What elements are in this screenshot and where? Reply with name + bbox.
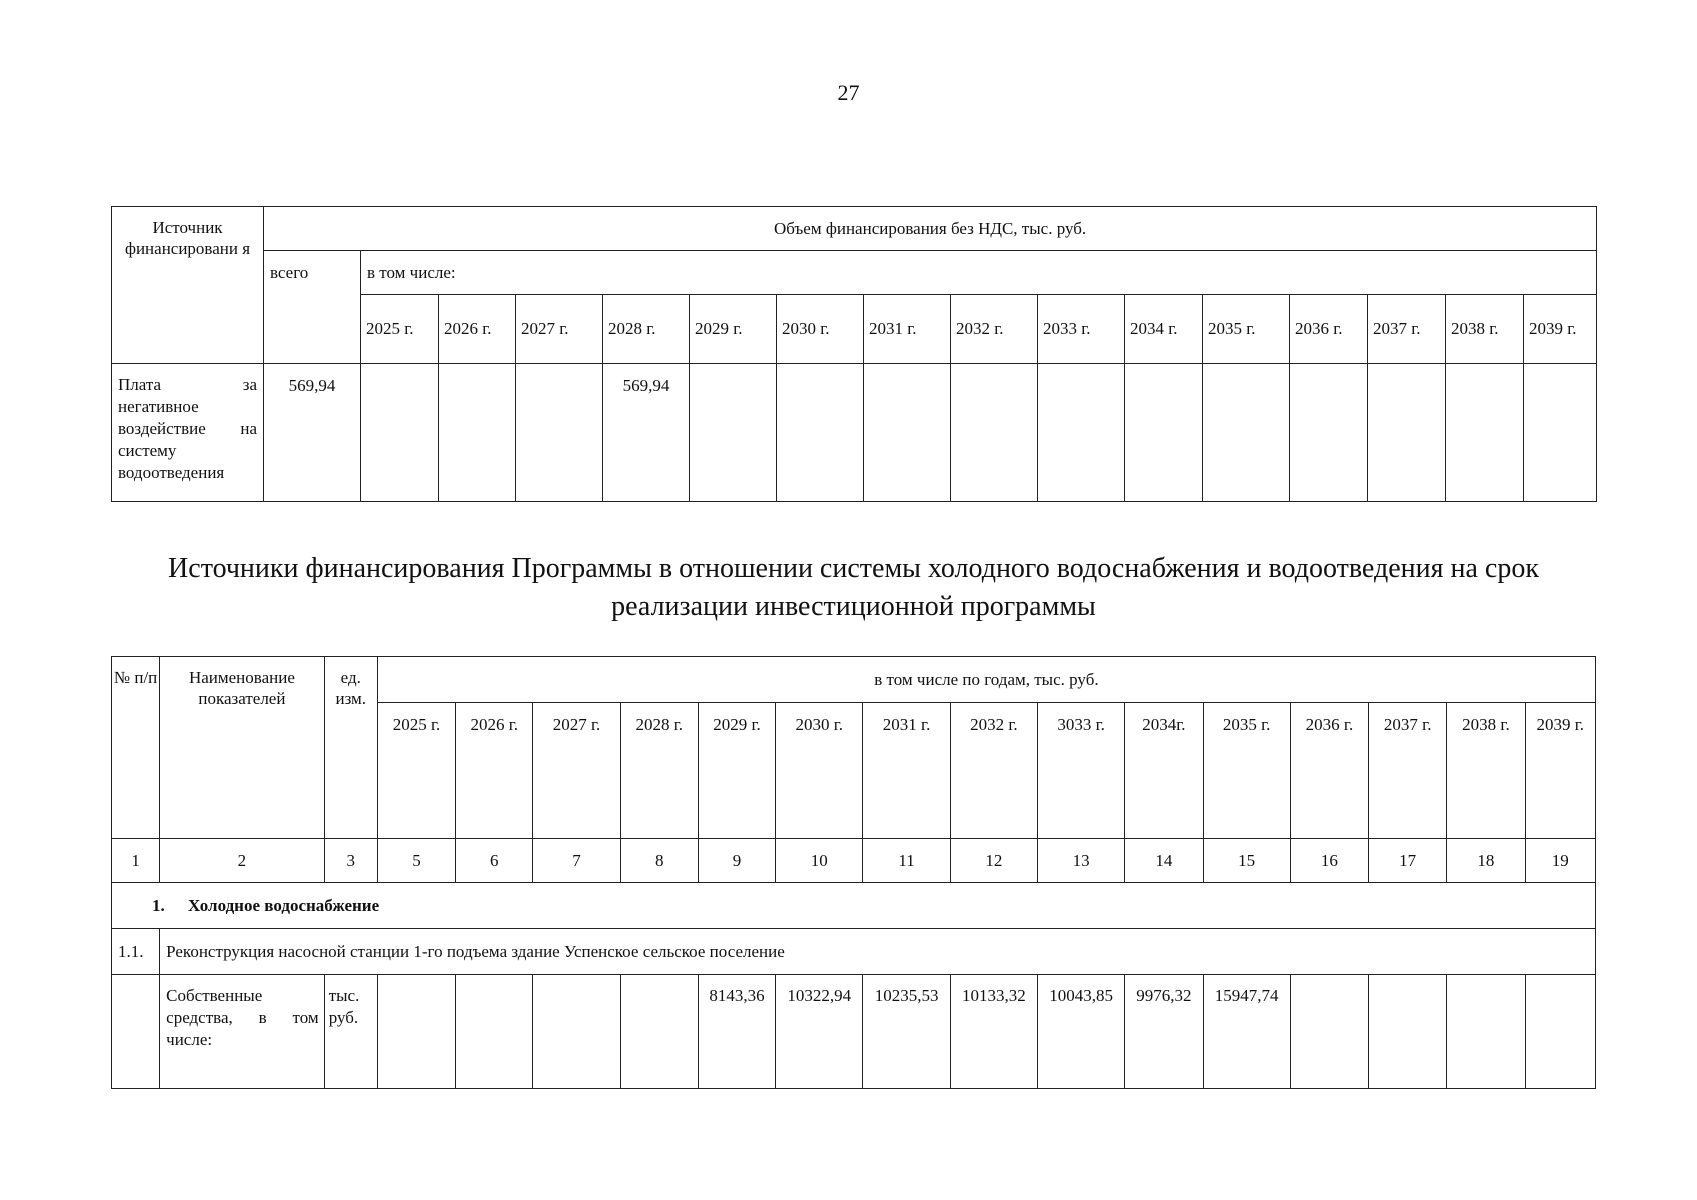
year-header: 3033 г. (1037, 703, 1124, 839)
table-row (112, 364, 1597, 502)
source-header: Источник финансировани я (112, 207, 264, 364)
year-value (1369, 975, 1447, 1089)
year-header: 2037 г. (1368, 295, 1446, 364)
year-header: 2030 г. (777, 295, 864, 364)
year-value: 10322,94 (776, 975, 863, 1089)
year-header: 2025 г. (377, 703, 455, 839)
source-name: Плата за негативное воздействие на систему водоотведения (112, 364, 264, 502)
column-number: 11 (863, 839, 950, 883)
year-value: 569,94 (603, 364, 690, 502)
column-number: 12 (950, 839, 1037, 883)
section-title-cell (112, 883, 1596, 929)
volume-header: Объем финансирования без НДС, тыс. руб. (264, 207, 1597, 251)
section-title: Холодное водоснабжение (188, 895, 380, 915)
indicator-unit: тыс. руб. (324, 975, 377, 1089)
column-number: 13 (1037, 839, 1124, 883)
year-value (1125, 364, 1203, 502)
year-value (690, 364, 777, 502)
section-number: 1. (152, 895, 165, 915)
total-header: всего (264, 251, 361, 364)
name-header: Наименование показателей (160, 657, 325, 839)
year-value (516, 364, 603, 502)
year-value (1446, 364, 1524, 502)
including-header: в том числе: (361, 251, 1597, 295)
year-header: 2029 г. (698, 703, 775, 839)
financing-volume-table (111, 206, 1597, 502)
subsection-number: 1.1. (112, 929, 160, 975)
subsection-row (112, 929, 1596, 975)
year-value: 10235,53 (863, 975, 950, 1089)
year-value (1368, 364, 1446, 502)
column-number: 19 (1525, 839, 1595, 883)
column-number: 17 (1369, 839, 1447, 883)
year-value (439, 364, 516, 502)
column-number: 2 (160, 839, 325, 883)
year-header: 2038 г. (1446, 295, 1524, 364)
number-header: № п/п (112, 657, 160, 839)
subsection-title: Реконструкция насосной станции 1-го подъема здание Успенское сельское поселение (160, 929, 1596, 975)
year-header: 2030 г. (776, 703, 863, 839)
year-header: 2034 г. (1125, 295, 1203, 364)
year-header: 2028 г. (603, 295, 690, 364)
indicator-name: Собственные средства, в том числе: (160, 975, 325, 1089)
year-header: 2036 г. (1290, 295, 1368, 364)
section-row (112, 883, 1596, 929)
column-number: 18 (1447, 839, 1525, 883)
year-header: 2026 г. (456, 703, 533, 839)
year-header: 2035 г. (1203, 703, 1290, 839)
year-value: 10043,85 (1037, 975, 1124, 1089)
year-value (1290, 364, 1368, 502)
year-value (777, 364, 864, 502)
column-number: 7 (533, 839, 620, 883)
year-header: 2035 г. (1203, 295, 1290, 364)
year-value (1447, 975, 1525, 1089)
column-numbers-row (112, 839, 1596, 883)
total-value: 569,94 (264, 364, 361, 502)
year-value: 9976,32 (1125, 975, 1203, 1089)
year-value (1290, 975, 1368, 1089)
year-header: 2034г. (1125, 703, 1203, 839)
year-value (620, 975, 698, 1089)
year-header: 2032 г. (951, 295, 1038, 364)
column-number: 15 (1203, 839, 1290, 883)
column-number: 6 (456, 839, 533, 883)
year-header: 2028 г. (620, 703, 698, 839)
by-years-header: в том числе по годам, тыс. руб. (377, 657, 1595, 703)
year-header: 2025 г. (361, 295, 439, 364)
year-value (533, 975, 620, 1089)
year-header: 2037 г. (1369, 703, 1447, 839)
column-number: 14 (1125, 839, 1203, 883)
year-header: 2039 г. (1525, 703, 1595, 839)
year-header: 2036 г. (1290, 703, 1368, 839)
column-number: 10 (776, 839, 863, 883)
column-number: 16 (1290, 839, 1368, 883)
page-number: 27 (837, 80, 860, 105)
empty-cell (112, 975, 160, 1089)
year-header: 2031 г. (863, 703, 950, 839)
year-header: 2038 г. (1447, 703, 1525, 839)
year-header: 2039 г. (1524, 295, 1597, 364)
year-value (456, 975, 533, 1089)
year-value (1524, 364, 1597, 502)
year-header: 2027 г. (533, 703, 620, 839)
year-value (1038, 364, 1125, 502)
year-value (1525, 975, 1595, 1089)
year-value: 8143,36 (698, 975, 775, 1089)
year-value (377, 975, 455, 1089)
year-header: 2032 г. (950, 703, 1037, 839)
year-value (951, 364, 1038, 502)
year-header: 2026 г. (439, 295, 516, 364)
year-value: 10133,32 (950, 975, 1037, 1089)
column-number: 1 (112, 839, 160, 883)
table-row (112, 975, 1596, 1089)
column-number: 9 (698, 839, 775, 883)
year-header: 2033 г. (1038, 295, 1125, 364)
year-header: 2031 г. (864, 295, 951, 364)
year-header: 2029 г. (690, 295, 777, 364)
year-header: 2027 г. (516, 295, 603, 364)
year-value (864, 364, 951, 502)
program-financing-table (111, 656, 1596, 1089)
year-value: 15947,74 (1203, 975, 1290, 1089)
column-number: 5 (377, 839, 455, 883)
year-value (1203, 364, 1290, 502)
year-value (361, 364, 439, 502)
unit-header: ед. изм. (324, 657, 377, 839)
section-heading: Источники финансирования Программы в отношении системы холодного водоснабжения и водоотведения на срок реализации инвестиционной программы (168, 553, 1539, 622)
column-number: 8 (620, 839, 698, 883)
column-number: 3 (324, 839, 377, 883)
